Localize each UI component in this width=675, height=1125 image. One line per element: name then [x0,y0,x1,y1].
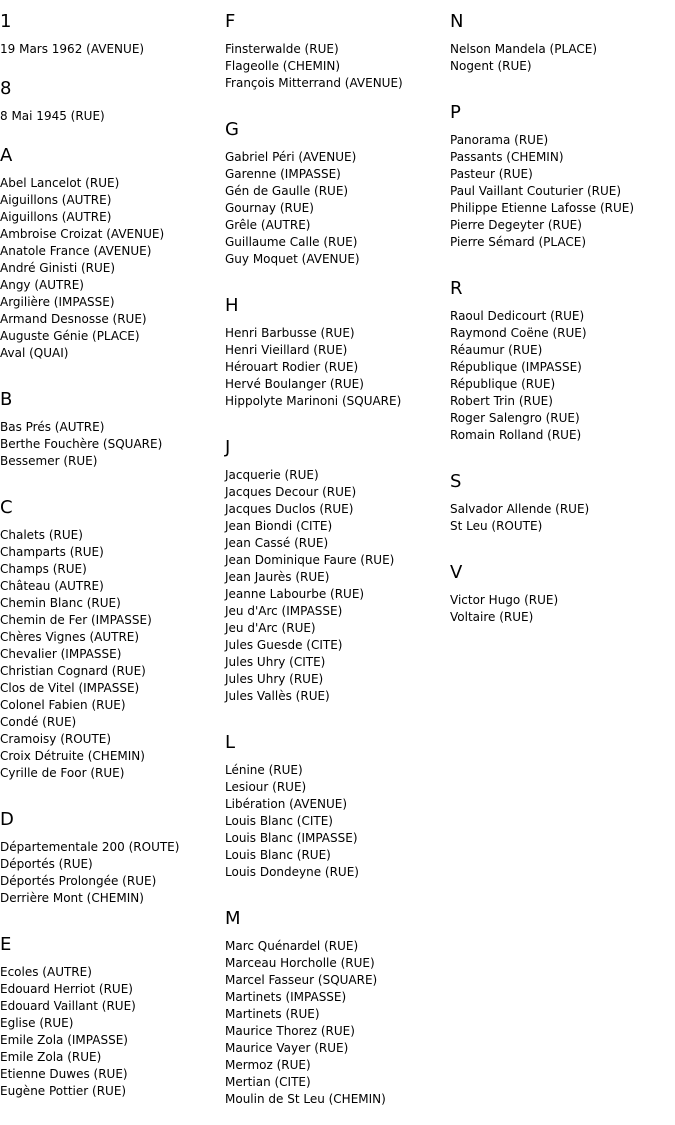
section-heading: V [450,562,463,583]
street-item: Mermoz (RUE) [225,1058,311,1072]
section-N [450,11,675,91]
street-list [225,325,450,410]
street-item: Croix Détruite (CHEMIN) [0,749,145,763]
street-item: Hervé Boulanger (RUE) [225,377,364,391]
section-L [225,732,450,897]
street-item: Ecoles (AUTRE) [0,965,92,979]
street-item: Edouard Herriot (RUE) [0,982,133,996]
street-list [225,762,450,881]
street-item: Romain Rolland (RUE) [450,428,582,442]
column-3 [450,0,675,642]
street-item: Derrière Mont (CHEMIN) [0,891,144,905]
street-item: Déportés Prolongée (RUE) [0,874,157,888]
street-item: Colonel Fabien (RUE) [0,698,126,712]
street-item: Gén de Gaulle (RUE) [225,184,349,198]
street-list [0,175,225,362]
street-item: 8 Mai 1945 (RUE) [0,109,105,123]
section-heading: M [225,908,241,929]
section-heading: J [225,437,231,458]
street-item: Condé (RUE) [0,715,77,729]
section-G [225,119,450,284]
street-item: Chevalier (IMPASSE) [0,647,122,661]
street-item: Pierre Degeyter (RUE) [450,218,582,232]
street-item: Jean Cassé (RUE) [225,536,329,550]
street-item: Passants (CHEMIN) [450,150,564,164]
street-item: Argilière (IMPASSE) [0,295,115,309]
street-item: Hérouart Rodier (RUE) [225,360,359,374]
section-R [450,278,675,460]
street-item: Réaumur (RUE) [450,343,543,357]
street-item: Jeanne Labourbe (RUE) [225,587,365,601]
street-item: François Mitterrand (AVENUE) [225,76,403,90]
street-item: Emile Zola (RUE) [0,1050,102,1064]
section-heading: R [450,278,463,299]
section-8 [0,78,225,134]
section-heading: H [225,295,239,316]
section-A [0,145,225,378]
street-item: Henri Vieillard (RUE) [225,343,348,357]
street-item: Jeu d'Arc (RUE) [225,621,316,635]
street-item: Lesiour (RUE) [225,780,307,794]
street-item: Philippe Etienne Lafosse (RUE) [450,201,635,215]
street-item: Jacques Duclos (RUE) [225,502,354,516]
street-item: 19 Mars 1962 (AVENUE) [0,42,145,56]
street-list [225,149,450,268]
section-heading: F [225,11,236,32]
street-item: Christian Cognard (RUE) [0,664,146,678]
street-item: Finsterwalde (RUE) [225,42,339,56]
street-item: Auguste Génie (PLACE) [0,329,140,343]
street-item: Gabriel Péri (AVENUE) [225,150,357,164]
street-item: Louis Blanc (CITE) [225,814,333,828]
street-item: Pierre Sémard (PLACE) [450,235,586,249]
street-item: Jacquerie (RUE) [225,468,319,482]
street-list [450,132,675,251]
street-item: Louis Blanc (RUE) [225,848,331,862]
street-item: Henri Barbusse (RUE) [225,326,355,340]
street-item: Eugène Pottier (RUE) [0,1084,127,1098]
street-item: Jacques Decour (RUE) [225,485,357,499]
street-item: Chemin Blanc (RUE) [0,596,121,610]
street-item: Moulin de St Leu (CHEMIN) [225,1092,386,1106]
street-item: Panorama (RUE) [450,133,549,147]
street-list [225,467,450,705]
section-B [0,389,225,486]
street-item: Chalets (RUE) [0,528,83,542]
street-item: Clos de Vitel (IMPASSE) [0,681,140,695]
section-V [450,562,675,642]
street-item: Aval (QUAI) [0,346,69,360]
street-item: République (IMPASSE) [450,360,582,374]
street-item: Jules Uhry (CITE) [225,655,326,669]
section-1 [0,11,225,67]
section-heading: D [0,809,14,830]
street-item: Etienne Duwes (RUE) [0,1067,128,1081]
street-list [450,41,675,75]
street-item: Emile Zola (IMPASSE) [0,1033,128,1047]
street-item: St Leu (ROUTE) [450,519,543,533]
street-item: Champarts (RUE) [0,545,104,559]
street-item: Roger Salengro (RUE) [450,411,580,425]
section-E [0,934,225,1116]
street-item: Aiguillons (AUTRE) [0,193,112,207]
section-heading: 8 [0,78,12,99]
street-list [0,41,225,58]
street-list [225,938,450,1108]
street-item: Bessemer (RUE) [0,454,98,468]
street-item: Château (AUTRE) [0,579,104,593]
street-item: Raymond Coëne (RUE) [450,326,587,340]
street-item: Martinets (IMPASSE) [225,990,347,1004]
street-item: Maurice Thorez (RUE) [225,1024,355,1038]
section-F [225,11,450,108]
section-heading: 1 [0,11,12,32]
section-D [0,809,225,923]
section-heading: S [450,471,462,492]
street-item: Aiguillons (AUTRE) [0,210,112,224]
street-item: Gournay (RUE) [225,201,314,215]
street-item: Paul Vaillant Couturier (RUE) [450,184,622,198]
street-item: Martinets (RUE) [225,1007,320,1021]
street-item: Champs (RUE) [0,562,87,576]
street-item: Guy Moquet (AVENUE) [225,252,360,266]
street-item: Louis Blanc (IMPASSE) [225,831,358,845]
street-item: Jeu d'Arc (IMPASSE) [225,604,343,618]
street-list [225,41,450,92]
section-J [225,437,450,721]
street-item: Jean Jaurès (RUE) [225,570,330,584]
section-heading: P [450,102,461,123]
street-list [0,419,225,470]
street-list [450,501,675,535]
street-item: Lénine (RUE) [225,763,303,777]
street-item: Déportés (RUE) [0,857,93,871]
street-item: Voltaire (RUE) [450,610,534,624]
section-M [225,908,450,1124]
street-item: Angy (AUTRE) [0,278,84,292]
street-list [450,308,675,444]
street-item: Nogent (RUE) [450,59,532,73]
column-2 [225,0,450,1124]
street-item: Berthe Fouchère (SQUARE) [0,437,163,451]
section-heading: A [0,145,13,166]
street-list [0,839,225,907]
street-list [450,592,675,626]
street-item: Maurice Vayer (RUE) [225,1041,349,1055]
street-item: Hippolyte Marinoni (SQUARE) [225,394,402,408]
section-P [450,102,675,267]
street-item: République (RUE) [450,377,556,391]
street-item: Cramoisy (ROUTE) [0,732,112,746]
column-1 [0,0,225,1116]
street-item: Jules Uhry (RUE) [225,672,324,686]
street-item: Victor Hugo (RUE) [450,593,559,607]
street-item: Mertian (CITE) [225,1075,311,1089]
street-item: Anatole France (AVENUE) [0,244,152,258]
street-item: André Ginisti (RUE) [0,261,116,275]
street-item: Jules Guesde (CITE) [225,638,343,652]
street-item: Guillaume Calle (RUE) [225,235,358,249]
section-S [450,471,675,551]
street-item: Salvador Allende (RUE) [450,502,590,516]
section-C [0,497,225,798]
street-item: Raoul Dedicourt (RUE) [450,309,585,323]
street-item: Pasteur (RUE) [450,167,533,181]
section-heading: C [0,497,13,518]
section-heading: E [0,934,12,955]
street-item: Eglise (RUE) [0,1016,74,1030]
street-item: Flageolle (CHEMIN) [225,59,341,73]
street-item: Chères Vignes (AUTRE) [0,630,140,644]
section-heading: B [0,389,13,410]
street-list [0,527,225,782]
street-item: Abel Lancelot (RUE) [0,176,120,190]
street-item: Jules Vallès (RUE) [225,689,330,703]
street-item: Armand Desnosse (RUE) [0,312,147,326]
street-item: Marcel Fasseur (SQUARE) [225,973,378,987]
section-heading: G [225,119,239,140]
street-item: Chemin de Fer (IMPASSE) [0,613,152,627]
street-item: Jean Biondi (CITE) [225,519,333,533]
street-item: Edouard Vaillant (RUE) [0,999,136,1013]
street-item: Marceau Horcholle (RUE) [225,956,375,970]
street-item: Marc Quénardel (RUE) [225,939,359,953]
street-item: Garenne (IMPASSE) [225,167,341,181]
street-item: Jean Dominique Faure (RUE) [225,553,395,567]
street-list [0,108,225,125]
section-H [225,295,450,426]
street-item: Libération (AVENUE) [225,797,348,811]
street-item: Départementale 200 (ROUTE) [0,840,180,854]
street-item: Bas Prés (AUTRE) [0,420,105,434]
section-heading: L [225,732,236,753]
street-list [0,964,225,1100]
street-item: Grêle (AUTRE) [225,218,311,232]
section-heading: N [450,11,464,32]
street-item: Nelson Mandela (PLACE) [450,42,598,56]
street-item: Ambroise Croizat (AVENUE) [0,227,165,241]
street-item: Robert Trin (RUE) [450,394,553,408]
street-item: Louis Dondeyne (RUE) [225,865,359,879]
street-item: Cyrille de Foor (RUE) [0,766,125,780]
